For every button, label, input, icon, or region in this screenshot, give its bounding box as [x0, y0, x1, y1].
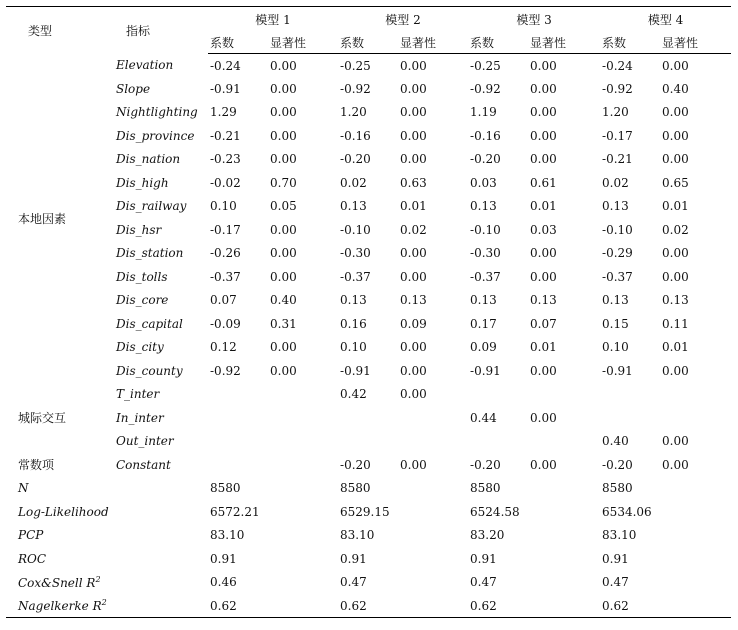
sig-cell: 0.02: [400, 222, 427, 237]
header-model-1: 模型 1: [208, 7, 338, 32]
sig-cell: 0.00: [400, 363, 427, 378]
indicator-name: Out_inter: [116, 434, 174, 449]
coef-cell: 1.19: [470, 105, 497, 120]
stat-label: Log-Likelihood: [18, 504, 109, 519]
sig-cell: [268, 383, 338, 407]
coef-cell: [208, 406, 268, 430]
indicator-name: In_inter: [116, 410, 164, 425]
coef-cell: -0.17: [602, 128, 633, 143]
category-inter: 城际交互: [18, 411, 67, 426]
coef-cell: 0.13: [340, 199, 367, 214]
indicator-name: Dis_high: [116, 175, 169, 190]
coef-cell: 1.29: [210, 105, 237, 120]
indicator-name: Dis_province: [116, 128, 195, 143]
indicator-name: Dis_capital: [116, 316, 183, 331]
sig-cell: 0.00: [400, 269, 427, 284]
coef-cell: 0.16: [340, 316, 367, 331]
sig-cell: 0.01: [662, 199, 689, 214]
coef-cell: 0.13: [340, 293, 367, 308]
sig-cell: 0.00: [400, 58, 427, 73]
coef-cell: 0.44: [470, 410, 497, 425]
sig-cell: 0.00: [530, 58, 557, 73]
table-row: [6, 242, 731, 266]
sig-cell: 0.00: [662, 434, 689, 449]
stat-value: 0.46: [210, 575, 237, 590]
coef-cell: -0.21: [602, 152, 633, 167]
sig-cell: 0.00: [530, 81, 557, 96]
table-row: [6, 195, 731, 219]
sig-cell: 0.01: [530, 340, 557, 355]
coef-cell: -0.17: [210, 222, 241, 237]
stat-value: 0.47: [470, 575, 497, 590]
coef-cell: -0.10: [340, 222, 371, 237]
coef-cell: 0.10: [210, 199, 237, 214]
sig-cell: 0.65: [662, 175, 689, 190]
header-coef-4: 系数: [600, 32, 660, 54]
indicator-name: Constant: [116, 457, 171, 472]
sig-cell: 0.00: [662, 269, 689, 284]
header-type: 类型: [6, 7, 106, 54]
indicator-name: Dis_county: [116, 363, 183, 378]
sig-cell: 0.00: [530, 269, 557, 284]
coef-cell: -0.20: [340, 457, 371, 472]
stat-label: ROC: [18, 551, 47, 566]
sig-cell: 0.00: [530, 152, 557, 167]
sig-cell: 0.00: [270, 105, 297, 120]
stat-value: 83.10: [210, 528, 245, 543]
sig-cell: 0.00: [270, 269, 297, 284]
category-const: 常数项: [18, 458, 55, 473]
sig-cell: 0.00: [530, 105, 557, 120]
coef-cell: 0.07: [210, 293, 237, 308]
stat-value: 8580: [470, 481, 501, 496]
indicator-name: T_inter: [116, 387, 160, 402]
coef-cell: 0.10: [340, 340, 367, 355]
sig-cell: 0.01: [400, 199, 427, 214]
sig-cell: 0.00: [662, 152, 689, 167]
category-local: 本地因素: [18, 211, 67, 226]
sig-cell: 0.00: [530, 410, 557, 425]
coef-cell: -0.20: [340, 152, 371, 167]
table-row: [6, 336, 731, 360]
stat-row: [6, 547, 731, 571]
sig-cell: 0.02: [662, 222, 689, 237]
sig-cell: 0.00: [530, 246, 557, 261]
sig-cell: 0.11: [662, 316, 689, 331]
sig-cell: 0.00: [270, 81, 297, 96]
table-row: [6, 453, 731, 477]
sig-cell: 0.00: [270, 58, 297, 73]
stat-name: [6, 477, 208, 501]
coef-cell: -0.24: [602, 58, 633, 73]
coef-cell: -0.91: [470, 363, 501, 378]
header-coef-2: 系数: [338, 32, 398, 54]
sig-cell: 0.63: [400, 175, 427, 190]
stat-value: 0.91: [210, 551, 237, 566]
coef-cell: 0.02: [340, 175, 367, 190]
coef-cell: -0.91: [340, 363, 371, 378]
stat-row: [6, 571, 731, 595]
stat-label: N: [18, 481, 29, 496]
stat-label: Cox&Snell R: [18, 575, 96, 590]
coef-cell: -0.02: [210, 175, 241, 190]
coef-cell: [338, 430, 398, 454]
coef-cell: [208, 430, 268, 454]
sig-cell: 0.00: [400, 387, 427, 402]
coef-cell: 0.40: [602, 434, 629, 449]
coef-cell: -0.91: [602, 363, 633, 378]
stat-value: 0.47: [340, 575, 367, 590]
header-model-2: 模型 2: [338, 7, 468, 32]
coef-cell: -0.16: [470, 128, 501, 143]
table-row: [6, 171, 731, 195]
coef-cell: -0.91: [210, 81, 241, 96]
sig-cell: [398, 406, 468, 430]
sig-cell: 0.00: [662, 105, 689, 120]
coef-cell: -0.37: [470, 269, 501, 284]
coef-cell: [468, 430, 528, 454]
stat-value: 8580: [340, 481, 371, 496]
coef-cell: -0.37: [210, 269, 241, 284]
coef-cell: -0.20: [470, 152, 501, 167]
coef-cell: -0.21: [210, 128, 241, 143]
sig-cell: 0.00: [662, 128, 689, 143]
coef-cell: 0.17: [470, 316, 497, 331]
header-sig-1: 显著性: [268, 32, 338, 54]
stat-label: Nagelkerke R: [18, 599, 102, 613]
header-sig-4: 显著性: [660, 32, 731, 54]
indicator-name: Elevation: [116, 58, 174, 73]
header-coef-1: 系数: [208, 32, 268, 54]
coef-cell: -0.37: [340, 269, 371, 284]
sig-cell: 0.13: [530, 293, 557, 308]
stat-superscript: 2: [101, 598, 107, 607]
table-row: [6, 54, 731, 78]
indicator-name: Nightlighting: [116, 105, 198, 120]
sig-cell: [268, 453, 338, 477]
stat-value: 0.91: [470, 551, 497, 566]
coef-cell: [208, 453, 268, 477]
coef-cell: -0.25: [340, 58, 371, 73]
coef-cell: 0.42: [340, 387, 367, 402]
coef-cell: 0.03: [470, 175, 497, 190]
sig-cell: 0.00: [400, 105, 427, 120]
sig-cell: 0.01: [662, 340, 689, 355]
coef-cell: [600, 406, 660, 430]
coef-cell: -0.37: [602, 269, 633, 284]
sig-cell: 0.00: [400, 246, 427, 261]
stat-value: 0.62: [208, 594, 338, 618]
indicator-name: Dis_core: [116, 293, 169, 308]
coef-cell: -0.29: [602, 246, 633, 261]
sig-cell: 0.00: [530, 363, 557, 378]
table-row: [6, 124, 731, 148]
table-row: [6, 359, 731, 383]
stat-value: 6529.15: [340, 504, 390, 519]
header-sig-2: 显著性: [398, 32, 468, 54]
indicator-name: Slope: [116, 81, 151, 96]
sig-cell: 0.13: [662, 293, 689, 308]
stat-value: 0.62: [600, 594, 731, 618]
coef-cell: -0.24: [210, 58, 241, 73]
stat-row: [6, 524, 731, 548]
sig-cell: 0.09: [400, 316, 427, 331]
stat-value: 8580: [210, 481, 241, 496]
coef-cell: 0.13: [602, 293, 629, 308]
stat-value: 0.91: [602, 551, 629, 566]
sig-cell: 0.00: [400, 457, 427, 472]
stat-row: [6, 477, 731, 501]
indicator-name: Dis_station: [116, 246, 184, 261]
sig-cell: 0.03: [530, 222, 557, 237]
stat-value: 8580: [602, 481, 633, 496]
sig-cell: 0.61: [530, 175, 557, 190]
sig-cell: 0.40: [270, 293, 297, 308]
coef-cell: -0.30: [340, 246, 371, 261]
sig-cell: 0.00: [662, 457, 689, 472]
sig-cell: 0.31: [270, 316, 297, 331]
stat-value: 0.62: [338, 594, 468, 618]
coef-cell: -0.30: [470, 246, 501, 261]
coef-cell: 0.13: [470, 199, 497, 214]
coef-cell: -0.10: [470, 222, 501, 237]
stat-value: 83.20: [470, 528, 505, 543]
stat-value: 6534.06: [602, 504, 652, 519]
coef-cell: -0.26: [210, 246, 241, 261]
coef-cell: [468, 383, 528, 407]
header-model-4: 模型 4: [600, 7, 731, 32]
coef-cell: 0.15: [602, 316, 629, 331]
table-row: [6, 430, 731, 454]
coef-cell: 0.13: [470, 293, 497, 308]
sig-cell: 0.00: [530, 457, 557, 472]
coef-cell: -0.92: [602, 81, 633, 96]
sig-cell: [398, 430, 468, 454]
stat-name: [6, 571, 208, 595]
stat-name: [6, 594, 208, 618]
indicator-name: Dis_city: [116, 340, 164, 355]
coef-cell: -0.20: [470, 457, 501, 472]
sig-cell: [268, 430, 338, 454]
sig-cell: 0.13: [400, 293, 427, 308]
stat-value: 0.47: [602, 575, 629, 590]
coef-cell: 0.02: [602, 175, 629, 190]
coef-cell: -0.92: [340, 81, 371, 96]
indicator-name: Dis_nation: [116, 152, 181, 167]
indicator-name: Dis_railway: [116, 199, 187, 214]
header-model-3: 模型 3: [468, 7, 600, 32]
stat-name: [6, 547, 208, 571]
header-indicator: 指标: [106, 7, 208, 54]
table-row: [6, 148, 731, 172]
sig-cell: 0.00: [270, 246, 297, 261]
sig-cell: 0.00: [270, 222, 297, 237]
coef-cell: [600, 383, 660, 407]
table-row: [6, 406, 731, 430]
stat-value: 83.10: [340, 528, 375, 543]
stat-row: [6, 500, 731, 524]
coef-cell: -0.10: [602, 222, 633, 237]
table-row: [6, 218, 731, 242]
stat-value: 6524.58: [470, 504, 520, 519]
coef-cell: 1.20: [340, 105, 367, 120]
stat-superscript: 2: [95, 574, 101, 584]
stat-value: 6572.21: [210, 504, 260, 519]
stat-value: 0.62: [468, 594, 600, 618]
table-row: [6, 383, 731, 407]
table-row: [6, 101, 731, 125]
header-sig-3: 显著性: [528, 32, 600, 54]
sig-cell: [528, 383, 600, 407]
sig-cell: 0.07: [530, 316, 557, 331]
sig-cell: [268, 406, 338, 430]
sig-cell: 0.00: [662, 363, 689, 378]
header-coef-3: 系数: [468, 32, 528, 54]
coef-cell: -0.23: [210, 152, 241, 167]
stat-value: 0.91: [340, 551, 367, 566]
coef-cell: [338, 406, 398, 430]
sig-cell: 0.40: [662, 81, 689, 96]
sig-cell: 0.00: [530, 128, 557, 143]
coef-cell: -0.16: [340, 128, 371, 143]
sig-cell: 0.00: [400, 152, 427, 167]
coef-cell: -0.92: [210, 363, 241, 378]
table-row: [6, 312, 731, 336]
coef-cell: 0.09: [470, 340, 497, 355]
sig-cell: 0.00: [400, 340, 427, 355]
coef-cell: -0.09: [210, 316, 241, 331]
sig-cell: 0.05: [270, 199, 297, 214]
coef-cell: -0.25: [470, 58, 501, 73]
sig-cell: 0.00: [270, 363, 297, 378]
table-row: [6, 289, 731, 313]
stat-name: [6, 500, 208, 524]
table-row: [6, 77, 731, 101]
coef-cell: -0.92: [470, 81, 501, 96]
coef-cell: 1.20: [602, 105, 629, 120]
sig-cell: [528, 430, 600, 454]
coef-cell: 0.12: [210, 340, 237, 355]
regression-table: [6, 6, 731, 618]
sig-cell: 0.00: [662, 246, 689, 261]
sig-cell: 0.70: [270, 175, 297, 190]
stat-label: PCP: [18, 528, 44, 543]
sig-cell: 0.00: [662, 58, 689, 73]
coef-cell: 0.13: [602, 199, 629, 214]
sig-cell: 0.01: [530, 199, 557, 214]
indicator-name: Dis_hsr: [116, 222, 162, 237]
sig-cell: 0.00: [400, 81, 427, 96]
stat-row: [6, 594, 731, 618]
table-row: [6, 265, 731, 289]
coef-cell: -0.20: [602, 457, 633, 472]
sig-cell: 0.00: [270, 152, 297, 167]
coef-cell: [208, 383, 268, 407]
stat-name: [6, 524, 208, 548]
sig-cell: [660, 383, 731, 407]
sig-cell: 0.00: [270, 340, 297, 355]
sig-cell: 0.00: [400, 128, 427, 143]
sig-cell: [660, 406, 731, 430]
coef-cell: 0.10: [602, 340, 629, 355]
stat-value: 83.10: [602, 528, 637, 543]
indicator-name: Dis_tolls: [116, 269, 168, 284]
sig-cell: 0.00: [270, 128, 297, 143]
